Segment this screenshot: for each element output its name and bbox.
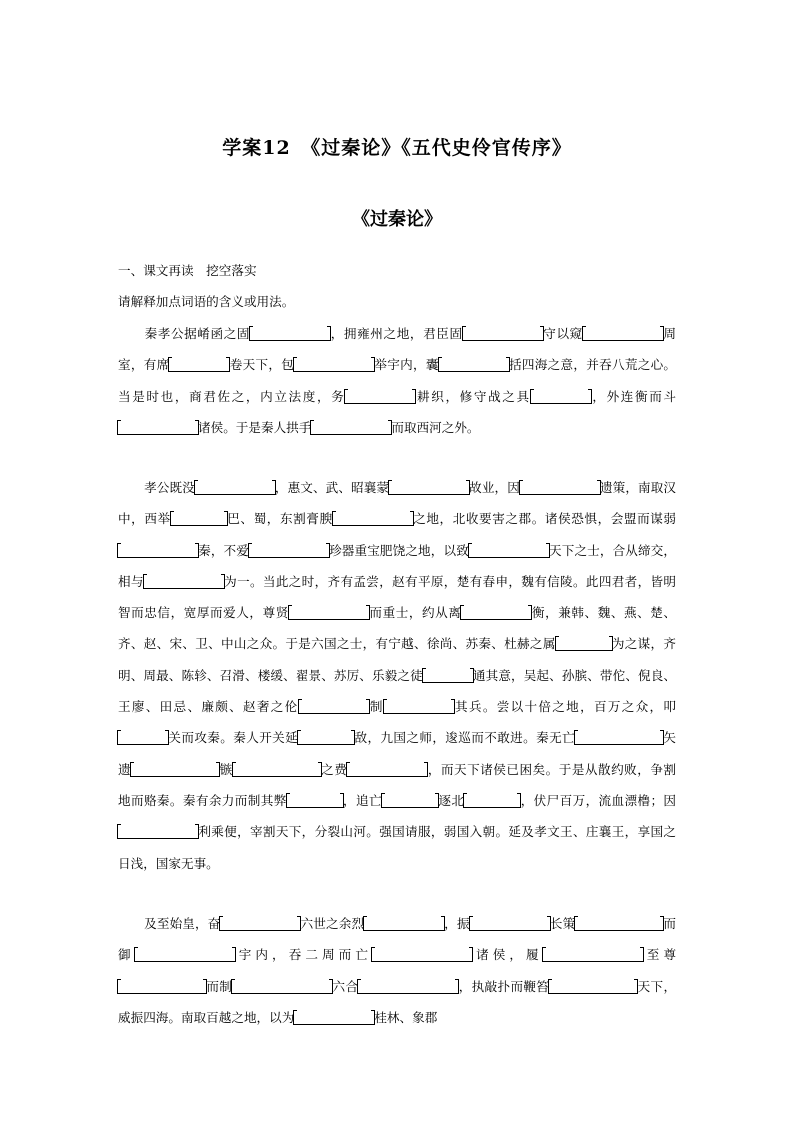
- text-span: 至尊: [642, 947, 677, 963]
- fill-blank[interactable]: [423, 668, 473, 683]
- fill-blank[interactable]: [470, 916, 550, 931]
- text-span: 宇内，吞二周而亡: [234, 947, 373, 963]
- text-span: 为之谋，齐明、周最、陈轸、召滑、楼缓、翟景、苏厉、乐毅之徒: [118, 636, 677, 683]
- text-span: 举宇内，囊: [374, 357, 439, 373]
- text-span: ，惠文、武、昭襄蒙: [274, 480, 390, 495]
- fill-blank[interactable]: [575, 730, 663, 745]
- fill-blank[interactable]: [250, 326, 330, 341]
- fill-blank[interactable]: [345, 389, 415, 404]
- fill-blank[interactable]: [531, 389, 591, 404]
- text-span: ，追亡: [342, 792, 382, 808]
- fill-blank[interactable]: [347, 762, 427, 777]
- text-span: 而制: [206, 978, 233, 994]
- fill-blank[interactable]: [294, 357, 374, 372]
- fill-blank[interactable]: [469, 543, 549, 558]
- fill-blank[interactable]: [372, 947, 472, 962]
- text-span: 通其意，吴起、孙膑、带佗、倪良、王廖、田忌、廉颇、赵奢之伦: [118, 667, 677, 715]
- text-span: 六世之余烈: [300, 916, 365, 931]
- fill-blank[interactable]: [358, 979, 458, 994]
- text-span: ，执敲扑而鞭笞: [458, 978, 550, 994]
- text-span: 利乘便，宰割天下，分裂山河。强国请服，弱国入朝。延及孝文王、庄襄王，享国之日浅，国家无事。: [118, 824, 676, 871]
- text-span: 镞: [219, 761, 233, 777]
- fill-blank[interactable]: [299, 699, 369, 714]
- fill-blank[interactable]: [144, 574, 224, 589]
- fill-blank[interactable]: [118, 979, 206, 994]
- text-span: 而重士，约从离: [368, 605, 462, 621]
- text-span: 秦孝公据崤函之固: [144, 326, 251, 341]
- text-span: 之费: [320, 761, 348, 777]
- fill-blank[interactable]: [135, 947, 235, 962]
- fill-blank[interactable]: [118, 543, 198, 558]
- text-span: 敌，九国之师，逡巡而不敢进。秦无亡: [354, 730, 576, 746]
- paragraph-1: [118, 318, 676, 443]
- fill-blank[interactable]: [195, 480, 275, 495]
- text-span: 括四海之意，并吞八荒之心。当是时也，商君佐之，内立法度，务: [118, 357, 677, 404]
- text-span: 耕织，修守战之具: [415, 388, 531, 404]
- fill-blank[interactable]: [439, 357, 509, 372]
- text-span: 巴、蜀，东割膏腴: [226, 511, 333, 527]
- text-span: 珍器重宝肥饶之地，以致: [328, 542, 469, 558]
- fill-blank[interactable]: [294, 1010, 374, 1025]
- section-heading: 一、课文再读 挖空落实: [118, 263, 257, 278]
- fill-blank[interactable]: [583, 326, 663, 341]
- text-span: 天下，威振四海。南取百越之地，以为: [118, 978, 677, 1025]
- text-span: 天下之士，合从缔交，相与: [118, 542, 677, 589]
- text-span: ，拥雍州之地，君臣固: [330, 326, 463, 341]
- text-span: 逐北: [437, 792, 465, 808]
- text-span: 其兵。尝以十倍之地，百万之众，叩: [453, 699, 677, 715]
- text-span: 之地，北收要害之郡。诸侯恐惧，会盟而谋弱: [412, 511, 677, 527]
- fill-blank[interactable]: [333, 511, 413, 526]
- section-title: 《过秦论》: [352, 209, 442, 230]
- fill-blank[interactable]: [556, 636, 612, 651]
- fill-blank[interactable]: [520, 480, 600, 495]
- text-span: 遗策，南取汉中，西举: [118, 480, 677, 527]
- text-span: 守以窥: [542, 326, 583, 341]
- fill-blank[interactable]: [464, 793, 520, 808]
- fill-blank[interactable]: [131, 762, 219, 777]
- fill-blank[interactable]: [171, 511, 227, 526]
- text-span: 衡，兼韩、魏、燕、楚、齐、赵、宋、卫、中山之众。于是六国之士，有宁越、徐尚、苏秦、杜赫之属: [118, 605, 677, 652]
- paragraph-2: [118, 472, 676, 879]
- fill-blank[interactable]: [389, 480, 469, 495]
- fill-blank[interactable]: [364, 916, 444, 931]
- fill-blank[interactable]: [118, 420, 198, 435]
- text-span: ，振: [444, 916, 470, 931]
- fill-blank[interactable]: [118, 824, 198, 839]
- text-span: 而取西河之外。: [391, 419, 480, 435]
- fill-blank[interactable]: [233, 762, 321, 777]
- text-span: ，而天下诸侯已困矣。于是从散约败，争割地而赂秦。秦有余力而制其弊: [118, 761, 677, 808]
- text-span: 六合: [332, 978, 359, 994]
- fill-blank[interactable]: [384, 699, 454, 714]
- fill-blank[interactable]: [249, 543, 329, 558]
- text-span: 卷天下，包: [229, 357, 295, 373]
- text-span: 秦，不爱: [198, 542, 249, 558]
- text-span: 制: [368, 699, 384, 715]
- fill-blank[interactable]: [461, 605, 531, 620]
- fill-blank[interactable]: [311, 420, 391, 435]
- paragraph-3: [118, 908, 676, 1033]
- fill-blank[interactable]: [118, 730, 168, 745]
- text-span: ，外连衡而斗: [590, 388, 677, 404]
- text-span: 孝公既没: [144, 480, 195, 495]
- fill-blank[interactable]: [232, 979, 332, 994]
- fill-blank[interactable]: [543, 947, 643, 962]
- fill-blank[interactable]: [298, 730, 354, 745]
- fill-blank[interactable]: [287, 793, 343, 808]
- text-span: 及至始皇，奋: [144, 916, 221, 931]
- fill-blank[interactable]: [463, 326, 543, 341]
- fill-blank[interactable]: [220, 916, 300, 931]
- fill-blank[interactable]: [169, 357, 229, 372]
- text-span: 长策: [549, 916, 576, 931]
- text-span: 而御: [118, 916, 676, 963]
- text-span: 故业，因: [469, 480, 520, 495]
- text-span: 关而攻秦。秦人开关延: [168, 730, 299, 746]
- fill-blank[interactable]: [549, 979, 637, 994]
- page-title: 学案12 《过秦论》《五代史伶官传序》: [222, 137, 572, 159]
- text-span: 诸侯。于是秦人拱手: [198, 419, 312, 435]
- text-span: 为一。当此之时，齐有孟尝，赵有平原，楚有春申，魏有信陵。此四君者，皆明智而忠信，宽厚而爱人，尊贤: [118, 573, 677, 621]
- text-span: ，伏尸百万，流血漂橹；因: [520, 792, 677, 808]
- fill-blank[interactable]: [289, 605, 369, 620]
- text-span: 周室，有席: [118, 326, 677, 373]
- instruction-text: 请解释加点词语的含义或用法。: [118, 294, 295, 309]
- text-span: 诸侯，履: [472, 947, 543, 963]
- fill-blank[interactable]: [382, 793, 438, 808]
- text-span: 桂林、象郡: [374, 1009, 438, 1025]
- fill-blank[interactable]: [575, 916, 663, 931]
- text-span: 矢遗: [118, 730, 677, 777]
